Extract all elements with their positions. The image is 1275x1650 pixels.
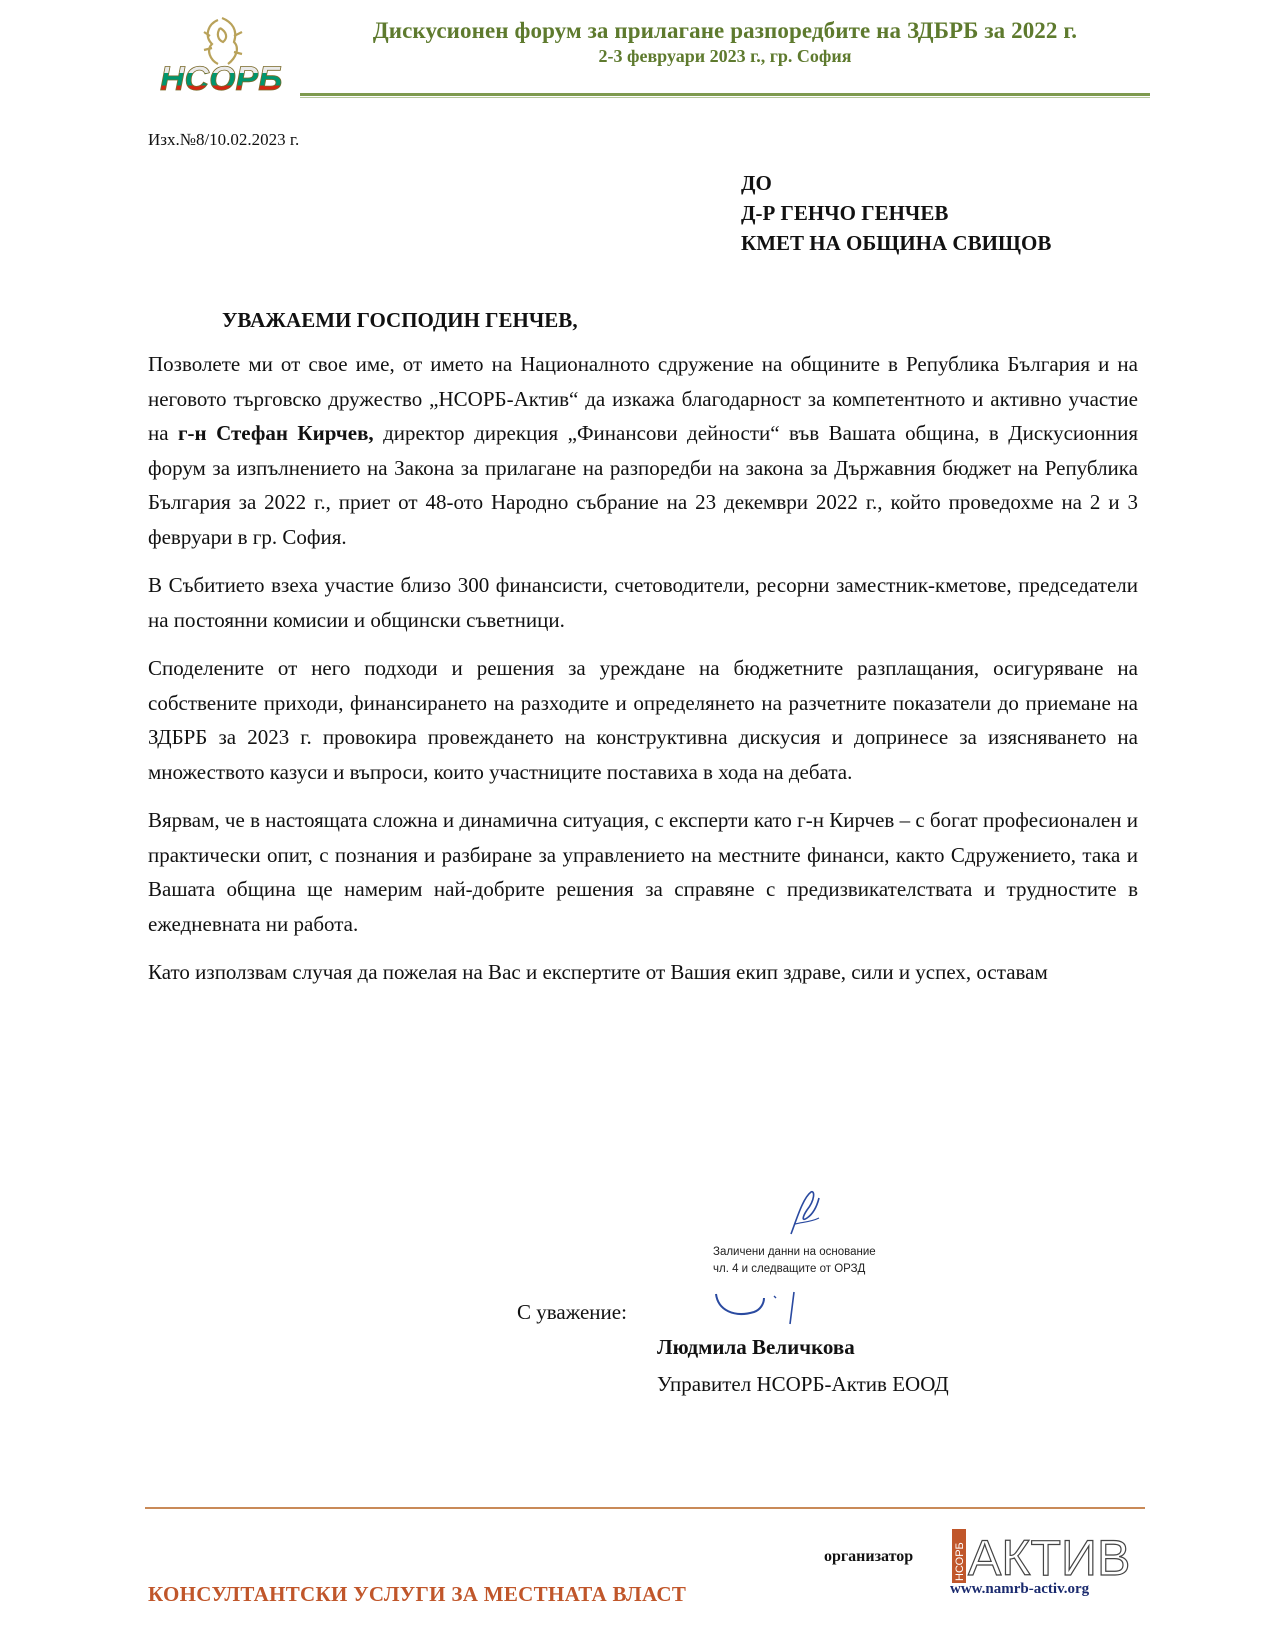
letter-body — [148, 347, 1138, 1004]
closing-phrase: С уважение: — [517, 1300, 627, 1324]
paragraph-4: Вярвам, че в настоящата сложна и динамична ситуация, с експерти като г-н Кирчев – с богат професионален и практически опит, с познания и разбиране за управлението на местните финанси, както Сдружението, така и Вашата община ще намерим най-добрите решения за справяне с предизвикателствата и трудностите в ежедневната ни работа. — [148, 808, 1138, 936]
forum-dates: 2-3 февруари 2023 г., гр. София — [598, 46, 852, 66]
salutation: УВАЖАЕМИ ГОСПОДИН ГЕНЧЕВ, — [222, 308, 578, 332]
recipient-to: ДО — [741, 171, 772, 195]
expert-name: г-н Стефан Кирчев, — [178, 421, 374, 445]
redaction-line-1: Заличени данни на основание — [713, 1246, 876, 1258]
paragraph-1 — [148, 347, 1138, 554]
forum-title: Дискусионен форум за прилагане разпоредбите на ЗДБРБ за 2022 г. — [372, 18, 1078, 43]
recipient-position: КМЕТ НА ОБЩИНА СВИЩОВ — [741, 231, 1052, 255]
recipient-name: Д-Р ГЕНЧО ГЕНЧЕВ — [741, 201, 949, 225]
redaction-line-2: чл. 4 и следващите от ОРЗД — [713, 1263, 866, 1275]
signature-partial — [712, 1290, 812, 1335]
signature-scribble — [785, 1188, 825, 1243]
signer-name: Людмила Величкова — [657, 1335, 855, 1359]
logo-text: НСОРБ — [160, 60, 283, 96]
activ-logo-text: АКТИВ — [968, 1530, 1131, 1583]
activ-logo-side: НСОРБ — [954, 1542, 966, 1581]
paragraph-5: Като използвам случая да пожелая на Вас и експертите от Вашия екип здраве, сили и успех, оставам — [148, 960, 1048, 984]
paragraph-1-end: директор дирекция „Финансови дейности“ във Вашата община, в Дискусионния форум за изпълнението на Закона за прилагане на разпоредби на закона за Държавния бюджет на Република България за 2022 г., приет от 48-ото Народно събрание на 23 декември 2022 г., който проведохме на 2 и 3 февруари в гр. София. — [148, 421, 1139, 549]
organizer-website: www.namrb-activ.org — [950, 1581, 1090, 1597]
header-divider — [300, 93, 1150, 96]
nsorb-logo — [160, 14, 310, 96]
paragraph-2: В Събитието взеха участие близо 300 финансисти, счетоводители, ресорни заместник-кметове, председатели на постоянни комисии и общински съветници. — [148, 573, 1138, 632]
paragraph-3: Споделените от него подходи и решения за уреждане на бюджетните разплащания, осигуряване на собствените приходи, финансирането на разходите и определянето на разчетните показатели до приемане на ЗДБРБ за 2023 г. провокира провеждането на конструктивна дискусия и допринесе за изясняването на множеството казуси и въпроси, които участниците поставиха в хода на дебата. — [148, 656, 1138, 784]
footer-slogan: КОНСУЛТАНТСКИ УСЛУГИ ЗА МЕСТНАТА ВЛАСТ — [148, 1582, 687, 1606]
signer-title: Управител НСОРБ-Актив ЕООД — [657, 1372, 949, 1396]
header-divider-thin — [300, 97, 1150, 98]
paragraph-1-start: Позволете ми от свое име, от името на Националното сдружение на общините в Република България и на неговото търговско дружество „НСОРБ-Актив“ да изкажа благодарност за компетентното и активно участие на — [148, 352, 1138, 445]
recipient-block — [741, 168, 1051, 258]
organizer-label: организатор — [824, 1548, 914, 1565]
activ-logo — [940, 1523, 1140, 1583]
reference-number: Изх.№8/10.02.2023 г. — [148, 130, 300, 149]
footer-divider — [145, 1507, 1145, 1509]
redaction-note — [713, 1244, 876, 1278]
